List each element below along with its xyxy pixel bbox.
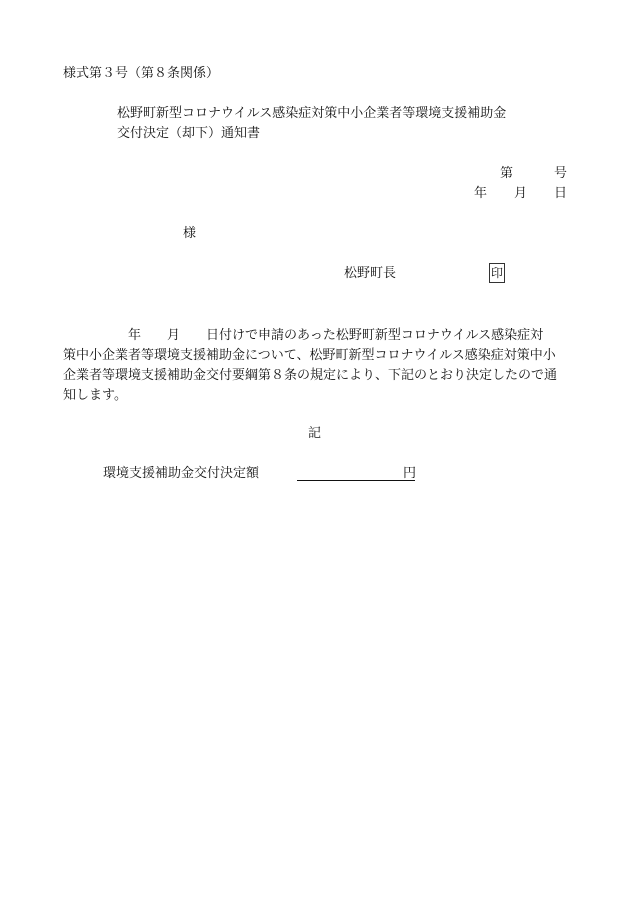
issuer-name: 松野町長 (344, 266, 397, 281)
document-subtitle: 交付決定（却下）通知書 (117, 126, 261, 141)
form-number: 様式第３号（第８条関係） (63, 66, 220, 81)
document-title: 松野町新型コロナウイルス感染症対策中小企業者等環境支援補助金 (117, 106, 507, 121)
notice-body: 年 月 日付けで申請のあった松野町新型コロナウイルス感染症対 策中小企業者等環境支援補助金について、松野町新型コロナウイルス感染症対策中小 企業者等環境支援補助金交付要綱第８条の規定により、下記のとおり決定したので通 知します。 (63, 328, 558, 403)
date-month: 月 (514, 186, 528, 201)
date-year: 年 (474, 186, 488, 201)
document-number-prefix: 第 (500, 166, 514, 181)
document-number-suffix: 号 (554, 166, 568, 181)
seal-mark: 印 (489, 263, 505, 283)
amount-blank-line (297, 480, 415, 481)
amount-label: 環境支援補助金交付決定額 (103, 466, 260, 481)
note-heading: 記 (308, 426, 322, 441)
amount-unit: 円 (403, 466, 417, 481)
recipient-honorific: 様 (183, 226, 197, 241)
date-day: 日 (554, 186, 568, 201)
